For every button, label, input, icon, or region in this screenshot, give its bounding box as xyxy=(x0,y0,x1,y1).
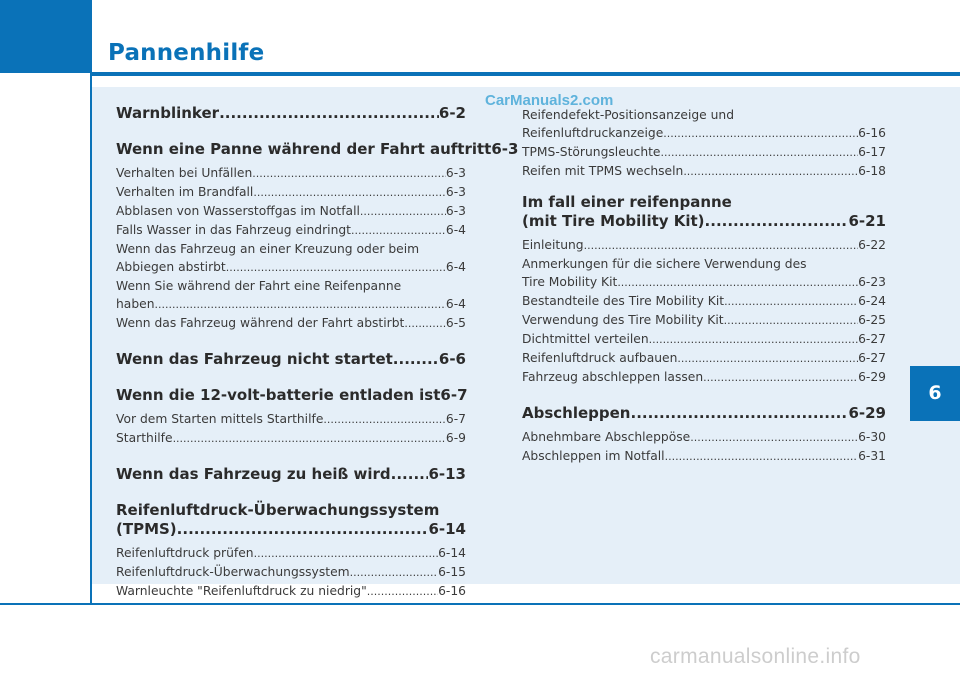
toc-entry-label: Reifen mit TPMS wechseln xyxy=(522,164,684,178)
toc-subentry[interactable] xyxy=(116,202,466,221)
title-rule xyxy=(91,72,960,76)
toc-page-number: 6-31 xyxy=(858,449,886,463)
dot-leader xyxy=(690,429,858,447)
toc-subentry[interactable] xyxy=(116,314,466,333)
toc-subentry[interactable] xyxy=(116,563,466,582)
toc-page-number: 6-29 xyxy=(858,370,886,384)
toc-entry-label: Abnehmbare Abschleppöse xyxy=(522,430,691,444)
toc-entry-label: Wenn das Fahrzeug zu heiß wird xyxy=(116,465,391,483)
toc-entry-label: Fahrzeug abschleppen lassen xyxy=(522,370,704,384)
dot-leader xyxy=(724,293,858,311)
toc-entry-label: Wenn die 12-volt-batterie entladen ist xyxy=(116,386,441,404)
toc-entry-label-line1: Wenn Sie während der Fahrt eine Reifenpanne xyxy=(116,279,402,293)
toc-page-number: 6-9 xyxy=(445,431,466,445)
toc-page-number: 6-22 xyxy=(858,238,886,252)
dot-leader xyxy=(323,411,445,429)
toc-page-number: 6-4 xyxy=(445,223,466,237)
dot-leader xyxy=(631,404,849,423)
toc-page-number: 6-27 xyxy=(858,351,886,365)
toc-page-number: 6-3 xyxy=(445,166,466,180)
dot-leader xyxy=(404,315,446,333)
toc-entry-label: Reifenluftdruck aufbauen xyxy=(522,351,678,365)
dot-leader xyxy=(724,312,858,330)
toc-entry-label: Verwendung des Tire Mobility Kit xyxy=(522,313,724,327)
toc-subentry[interactable] xyxy=(116,544,466,563)
dot-leader xyxy=(177,520,429,539)
toc-section-entry[interactable] xyxy=(116,386,466,405)
dot-leader xyxy=(665,448,858,466)
toc-entry-label: Wenn das Fahrzeug nicht startet xyxy=(116,350,393,368)
dot-leader xyxy=(173,430,446,448)
toc-entry-label: Abblasen von Wasserstoffgas im Notfall xyxy=(116,204,360,218)
toc-entry-label: TPMS-Störungsleuchte xyxy=(522,145,661,159)
toc-page-number: 6-23 xyxy=(858,275,886,289)
toc-entry-label: (mit Tire Mobility Kit) xyxy=(522,212,705,230)
toc-subentry[interactable] xyxy=(522,162,886,181)
toc-page-number: 6-2 xyxy=(438,104,466,122)
toc-entry-label: Tire Mobility Kit xyxy=(522,275,618,289)
toc-page-number: 6-17 xyxy=(858,145,886,159)
toc-entry-label: Reifenluftdruckanzeige xyxy=(522,126,664,140)
toc-page-number: 6-14 xyxy=(438,546,466,560)
toc-entry-label-line1: Reifendefekt-Positionsanzeige und xyxy=(522,108,735,122)
footer-watermark: carmanualsonline.info xyxy=(650,645,861,668)
toc-subentry[interactable] xyxy=(116,258,466,277)
dot-leader xyxy=(391,465,429,484)
dot-leader xyxy=(617,274,858,292)
toc-page-number: 6-27 xyxy=(858,332,886,346)
toc-entry-label: Dichtmittel verteilen xyxy=(522,332,649,346)
toc-entry-label: Falls Wasser in das Fahrzeug eindringt xyxy=(116,223,351,237)
toc-entry-label: (TPMS) xyxy=(116,520,177,538)
toc-page-number: 6-18 xyxy=(858,164,886,178)
dot-leader xyxy=(155,296,446,314)
dot-leader xyxy=(393,350,439,369)
toc-section-entry[interactable] xyxy=(116,140,519,159)
toc-subentry[interactable] xyxy=(116,183,466,202)
toc-entry-label-line1: Reifenluftdruck-Überwachungssystem xyxy=(116,501,440,519)
watermark: CarManuals2.com xyxy=(485,92,614,109)
dot-leader xyxy=(254,545,438,563)
dot-leader xyxy=(253,184,446,202)
dot-leader xyxy=(683,163,858,181)
toc-entry-label-line1: Anmerkungen für die sichere Verwendung des xyxy=(522,257,807,271)
toc-page-number: 6-24 xyxy=(858,294,886,308)
toc-page-number: 6-3 xyxy=(445,204,466,218)
toc-page-number: 6-5 xyxy=(445,316,466,330)
toc-subentry[interactable] xyxy=(522,273,886,292)
toc-entry-label: Abbiegen abstirbt xyxy=(116,260,226,274)
toc-subentry[interactable] xyxy=(522,124,886,143)
dot-leader xyxy=(677,350,858,368)
toc-subentry[interactable] xyxy=(522,447,886,466)
toc-page-number: 6-16 xyxy=(858,126,886,140)
toc-subentry[interactable] xyxy=(522,428,886,447)
toc-entry-label: Reifenluftdruck prüfen xyxy=(116,546,254,560)
toc-section-entry[interactable] xyxy=(522,404,886,423)
toc-entry-label: Bestandteile des Tire Mobility Kit xyxy=(522,294,725,308)
toc-subentry[interactable] xyxy=(116,410,466,429)
toc-page-number: 6-14 xyxy=(428,520,466,538)
toc-page-number: 6-16 xyxy=(438,584,466,598)
dot-leader xyxy=(351,222,446,240)
toc-entry-label: Wenn eine Panne während der Fahrt auftritt xyxy=(116,140,492,158)
toc-section-entry[interactable] xyxy=(116,520,466,539)
toc-page-number: 6-29 xyxy=(848,404,886,422)
toc-page-number: 6-3 xyxy=(445,185,466,199)
toc-entry-label: Abschleppen im Notfall xyxy=(522,449,665,463)
toc-section-entry[interactable] xyxy=(116,104,466,123)
toc-section-entry[interactable] xyxy=(522,212,886,231)
dot-leader xyxy=(219,104,439,123)
toc-page-number: 6-3 xyxy=(491,140,519,158)
dot-leader xyxy=(649,331,858,349)
toc-entry-label: Verhalten bei Unfällen xyxy=(116,166,253,180)
toc-page-number: 6-21 xyxy=(848,212,886,230)
toc-subentry[interactable] xyxy=(522,368,886,387)
dot-leader xyxy=(367,583,438,601)
toc-section-entry[interactable] xyxy=(116,465,466,484)
toc-entry-label: Wenn das Fahrzeug während der Fahrt abstirbt xyxy=(116,316,405,330)
toc-page-number: 6-13 xyxy=(428,465,466,483)
dot-leader xyxy=(252,165,446,183)
dot-leader xyxy=(226,259,446,277)
toc-entry-label: Warnleuchte "Reifenluftdruck zu niedrig" xyxy=(116,584,367,598)
toc-entry-label: Reifenluftdruck-Überwachungssystem xyxy=(116,565,350,579)
toc-entry-label: Abschleppen xyxy=(522,404,631,422)
toc-subentry[interactable] xyxy=(116,221,466,240)
toc-page-number: 6-7 xyxy=(445,412,466,426)
dot-leader xyxy=(663,125,858,143)
toc-subentry[interactable] xyxy=(116,295,466,314)
toc-subentry[interactable] xyxy=(522,311,886,330)
toc-subentry[interactable] xyxy=(522,143,886,162)
dot-leader xyxy=(661,144,859,162)
corner-block xyxy=(0,0,91,73)
toc-subentry[interactable] xyxy=(116,164,466,183)
toc-subentry[interactable] xyxy=(522,236,886,255)
chapter-tab[interactable]: 6 xyxy=(910,366,960,421)
dot-leader xyxy=(703,369,858,387)
toc-page-number: 6-4 xyxy=(445,297,466,311)
toc-page-number: 6-6 xyxy=(438,350,466,368)
toc-page-number: 6-30 xyxy=(858,430,886,444)
dot-leader xyxy=(584,237,858,255)
toc-section-entry[interactable] xyxy=(116,350,466,369)
toc-subentry[interactable] xyxy=(116,582,466,601)
toc-page-number: 6-15 xyxy=(438,565,466,579)
toc-column-right xyxy=(522,106,886,466)
toc-page-number: 6-4 xyxy=(445,260,466,274)
toc-column-left xyxy=(116,104,519,601)
toc-entry-label-line1: Wenn das Fahrzeug an einer Kreuzung oder beim xyxy=(116,242,420,256)
toc-entry-label: Vor dem Starten mittels Starthilfe xyxy=(116,412,324,426)
toc-entry-label: Warnblinker xyxy=(116,104,220,122)
toc-subentry[interactable] xyxy=(116,429,466,448)
dot-leader xyxy=(360,203,446,221)
dot-leader xyxy=(350,564,438,582)
toc-entry-label: haben xyxy=(116,297,155,311)
toc-subentry[interactable] xyxy=(522,349,886,368)
toc-subentry[interactable] xyxy=(522,330,886,349)
toc-subentry[interactable] xyxy=(522,292,886,311)
toc-entry-label: Einleitung xyxy=(522,238,584,252)
bottom-rule xyxy=(0,603,960,605)
toc-page-number: 6-7 xyxy=(440,386,468,404)
toc-entry-label: Starthilfe xyxy=(116,431,173,445)
toc-page-number: 6-25 xyxy=(858,313,886,327)
page-title: Pannenhilfe xyxy=(108,40,265,66)
dot-leader xyxy=(705,212,849,231)
toc-entry-label: Verhalten im Brandfall xyxy=(116,185,254,199)
toc-entry-label-line1: Im fall einer reifenpanne xyxy=(522,193,732,211)
